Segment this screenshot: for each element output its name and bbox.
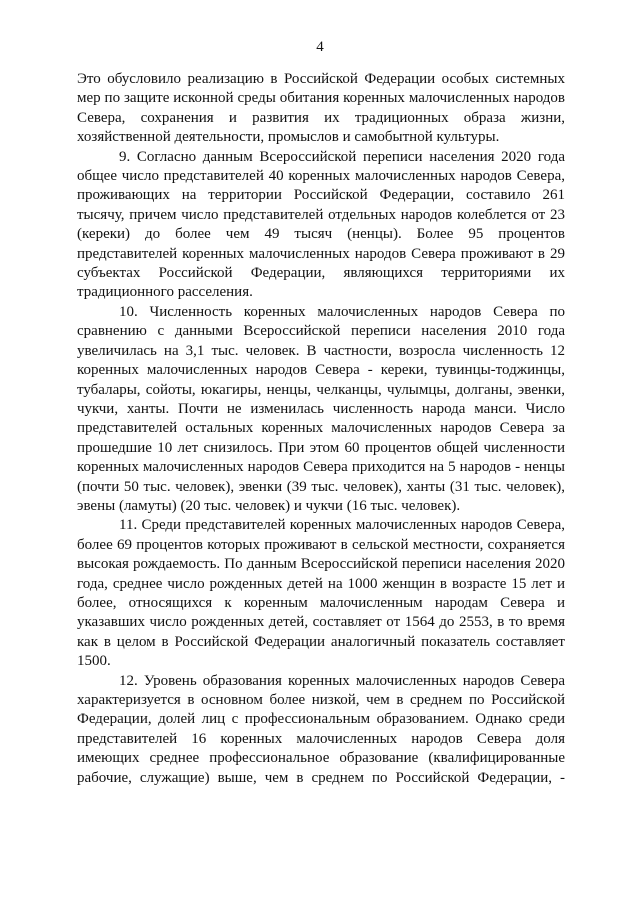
document-body [77,70,565,788]
paragraph-11: 11. Среди представителей коренных малочисленных народов Севера, более 69 процентов которых проживают в сельской местности, сохраняется высокая рождаемость. По данным Всероссийской переписи населения 2020 года, среднее число рожденных детей на 1000 женщин в возрасте 15 лет и более, относящихся к коренным малочисленным народам Севера и указавших число рожденных детей, составляет от 1564 до 2553, в то время как в целом в Российской Федерации аналогичный показатель составляет 1500. [77,517,565,670]
paragraph-10: 10. Численность коренных малочисленных народов Севера по сравнению с данными Всероссийской переписи населения 2010 года увеличилась на 3,1 тыс. человек. В частности, возросла численность 12 коренных малочисленных народов Севера - кереки, тувинцы-тоджинцы, тубалары, сойоты, юкагиры, ненцы, челканцы, чулымцы, долганы, эвенки, чукчи, ханты. Почти не изменилась численность народа манси. Число представителей остальных коренных малочисленных народов Севера за прошедшие 10 лет снизилось. При этом 60 процентов общей численности коренных малочисленных народов Севера приходится на 5 народов - ненцы (почти 50 тыс. человек), эвенки (39 тыс. человек), ханты (31 тыс. человек), эвены (ламуты) (20 тыс. человек) и чукчи (16 тыс. человек). [77,303,565,514]
paragraph-intro: Это обусловило реализацию в Российской Федерации особых системных мер по защите исконной среды обитания коренных малочисленных народов Севера, сохранения и развития их традиционных образа жизни, хозяйственной деятельности, промыслов и самобытной культуры. [77,71,565,146]
page-number: 4 [316,39,324,55]
paragraph-9: 9. Согласно данным Всероссийской переписи населения 2020 года общее число представителей 40 коренных малочисленных народов Севера, проживающих на территории Российской Федерации, составило 261 тысячу, причем число представителей отдельных народов колеблется от 23 (кереки) до более чем 49 тысяч (ненцы). Более 95 процентов представителей коренных малочисленных народов Севера проживают в 29 субъектах Российской Федерации, являющихся территориями их традиционного расселения. [77,148,565,301]
paragraph-12: 12. Уровень образования коренных малочисленных народов Севера характеризуется в основном более низкой, чем в среднем по Российской Федерации, долей лиц с профессиональным образованием. Однако среди представителей 16 коренных малочисленных народов Севера доля имеющих среднее профессиональное образование (квалифицированные рабочие, служащие) выше, чем в среднем по Российской Федерации, - [77,672,565,786]
